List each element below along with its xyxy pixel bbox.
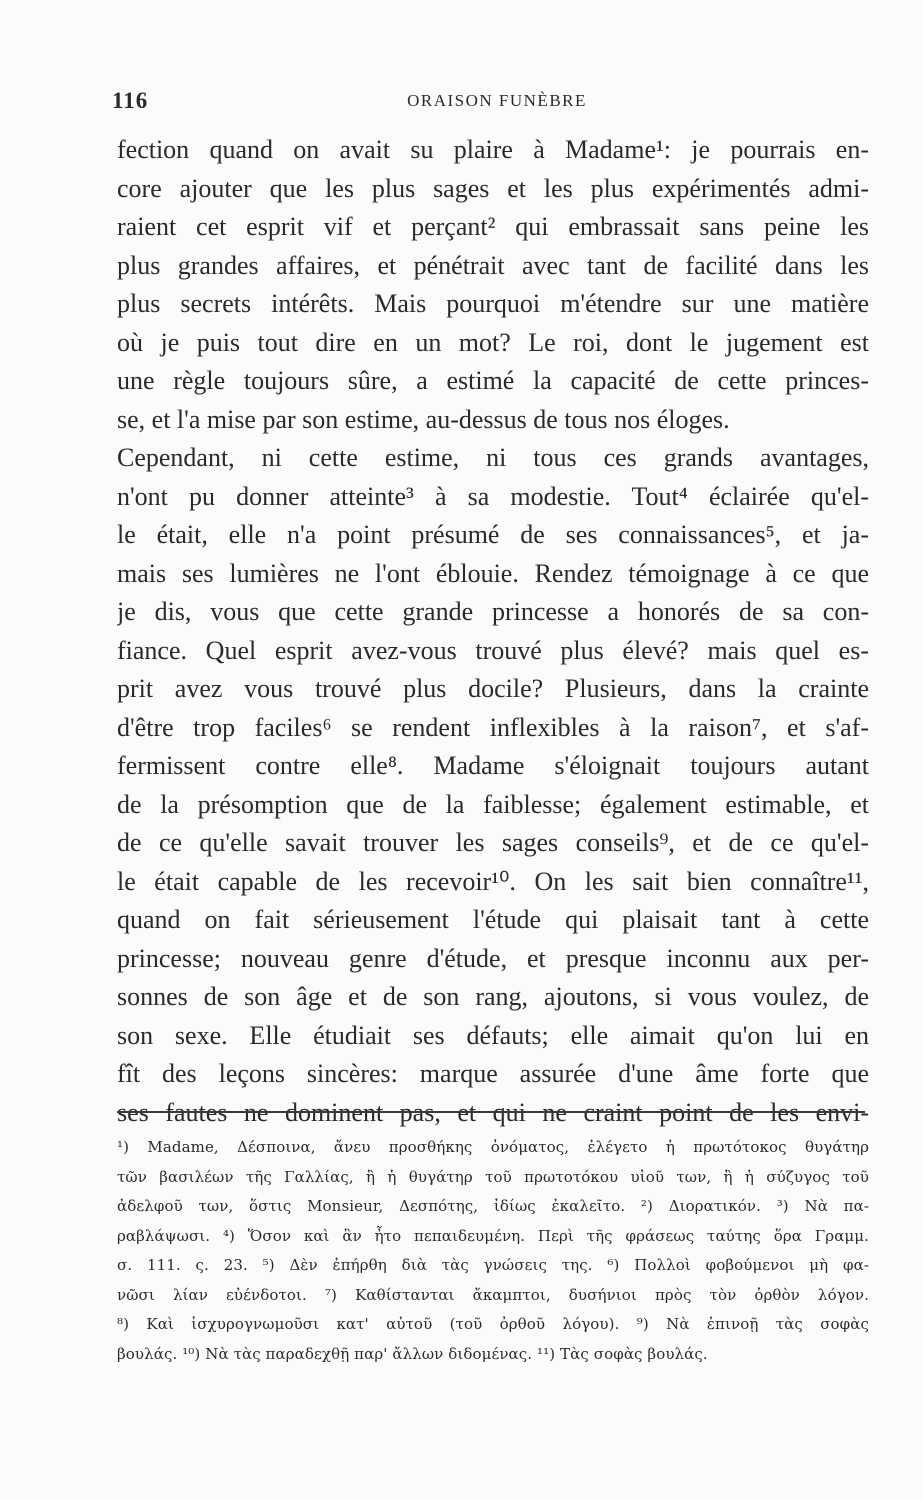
page-number: 116 [112,88,149,113]
footnotes [117,1133,869,1369]
text-line: fection quand on avait su plaire à Madame¹: je pourrais en- [117,135,869,164]
text-line: raient cet esprit vif et perçant² qui embrassait sans peine les [117,212,869,241]
text-line: de la présomption que de la faiblesse; également estimable, et [117,789,869,819]
footnote-line: ¹) Madame, Δέσποινα, ἄνευ προσθήκης ὀνόματος, ἐλέγετο ἡ πρωτότοκος θυγάτηρ [117,1138,869,1156]
text-line: où je puis tout dire en un mot? Le roi, dont le jugement est [117,327,869,357]
text-line: fermissent contre elle⁸. Madame s'éloignait toujours autant [117,751,869,780]
footnote-line: νῶσι λίαν εὐένδοτοι. ⁷) Καθίστανται ἄκαμπτοι, δυσήνιοι πρὸς τὸν ὀρθὸν λόγον. [117,1285,869,1304]
text-line: sonnes de son âge et de son rang, ajoutons, si vous voulez, de [117,982,869,1011]
text-line: princesse; nouveau genre d'étude, et presque inconnu aux per- [117,943,869,973]
running-head [112,88,872,118]
text-line: quand on fait sérieusement l'étude qui plaisait tant à cette [117,905,869,934]
main-text [117,131,869,1132]
text-line: plus grandes affaires, et pénétrait avec tant de facilité dans les [117,250,869,280]
text-line: core ajouter que les plus sages et les plus expérimentés admi- [117,173,869,203]
text-line: de ce qu'elle savait trouver les sages conseils⁹, et de ce qu'el- [117,828,869,857]
text-line: le était, elle n'a point présumé de ses connaissances⁵, et ja- [117,520,869,549]
text-line: plus secrets intérêts. Mais pourquoi m'étendre sur une matière [117,289,869,318]
text-line: fît des leçons sincères: marque assurée d'une âme forte que [117,1059,869,1088]
footnote-line: ραβλάψωσι. ⁴) Ὅσον καὶ ἂν ἦτο πεπαιδευμένη. Περὶ τῆς φράσεως ταύτης ὅρα Γραμμ. [117,1226,869,1245]
text-line: se, et l'a mise par son estime, au-dessus de tous nos éloges. [117,404,730,434]
text-line: Cependant, ni cette estime, ni tous ces grands avantages, [117,443,869,472]
text-line: son sexe. Elle étudiait ses défauts; elle aimait qu'on lui en [117,1020,869,1050]
text-line: mais ses lumières ne l'ont éblouie. Rendez témoignage à ce que [117,558,869,588]
text-line: prit avez vous trouvé plus docile? Plusieurs, dans la crainte [117,674,869,703]
text-line: je dis, vous que cette grande princesse a honorés de sa con- [117,597,869,626]
text-line: ses fautes ne dominent pas, et qui ne craint point de les envi- [117,1097,869,1127]
text-line: une règle toujours sûre, a estimé la capacité de cette princes- [117,366,869,395]
text-line: n'ont pu donner atteinte³ à sa modestie. Tout⁴ éclairée qu'el- [117,481,869,511]
footnote-divider [117,1111,865,1113]
text-line: d'être trop faciles⁶ se rendent inflexibles à la raison⁷, et s'af- [117,712,869,742]
footnote-line: ⁸) Καὶ ἰσχυρογνωμοῦσι κατ' αὐτοῦ (τοῦ ὀρθοῦ λόγου). ⁹) Νὰ ἐπινοῇ τὰς σοφὰς [117,1315,869,1333]
page-header-title: ORAISON FUNÈBRE [407,91,587,110]
text-line: le était capable de les recevoir¹⁰. On les sait bien connaître¹¹, [117,866,869,896]
footnote-line: τῶν βασιλέων τῆς Γαλλίας, ἢ ἡ θυγάτηρ τοῦ πρωτοτόκου υἱοῦ των, ἢ ἡ σύζυγος τοῦ [117,1167,869,1186]
footnote-line: βουλάς. ¹⁰) Νὰ τὰς παραδεχθῇ παρ' ἄλλων διδομένας. ¹¹) Τὰς σοφὰς βουλάς. [117,1344,708,1363]
text-line: fiance. Quel esprit avez-vous trouvé plus élevé? mais quel es- [117,635,869,665]
footnote-line: σ. 111. ς. 23. ⁵) Δὲν ἐπήρθη διὰ τὰς γνώσεις της. ⁶) Πολλοὶ φοβούμενοι μὴ φα- [117,1256,869,1274]
footnote-line: ἀδελφοῦ των, ὅστις Monsieur, Δεσπότης, ἰδίως ἐκαλεῖτο. ²) Διορατικόν. ³) Νὰ πα- [117,1197,869,1215]
